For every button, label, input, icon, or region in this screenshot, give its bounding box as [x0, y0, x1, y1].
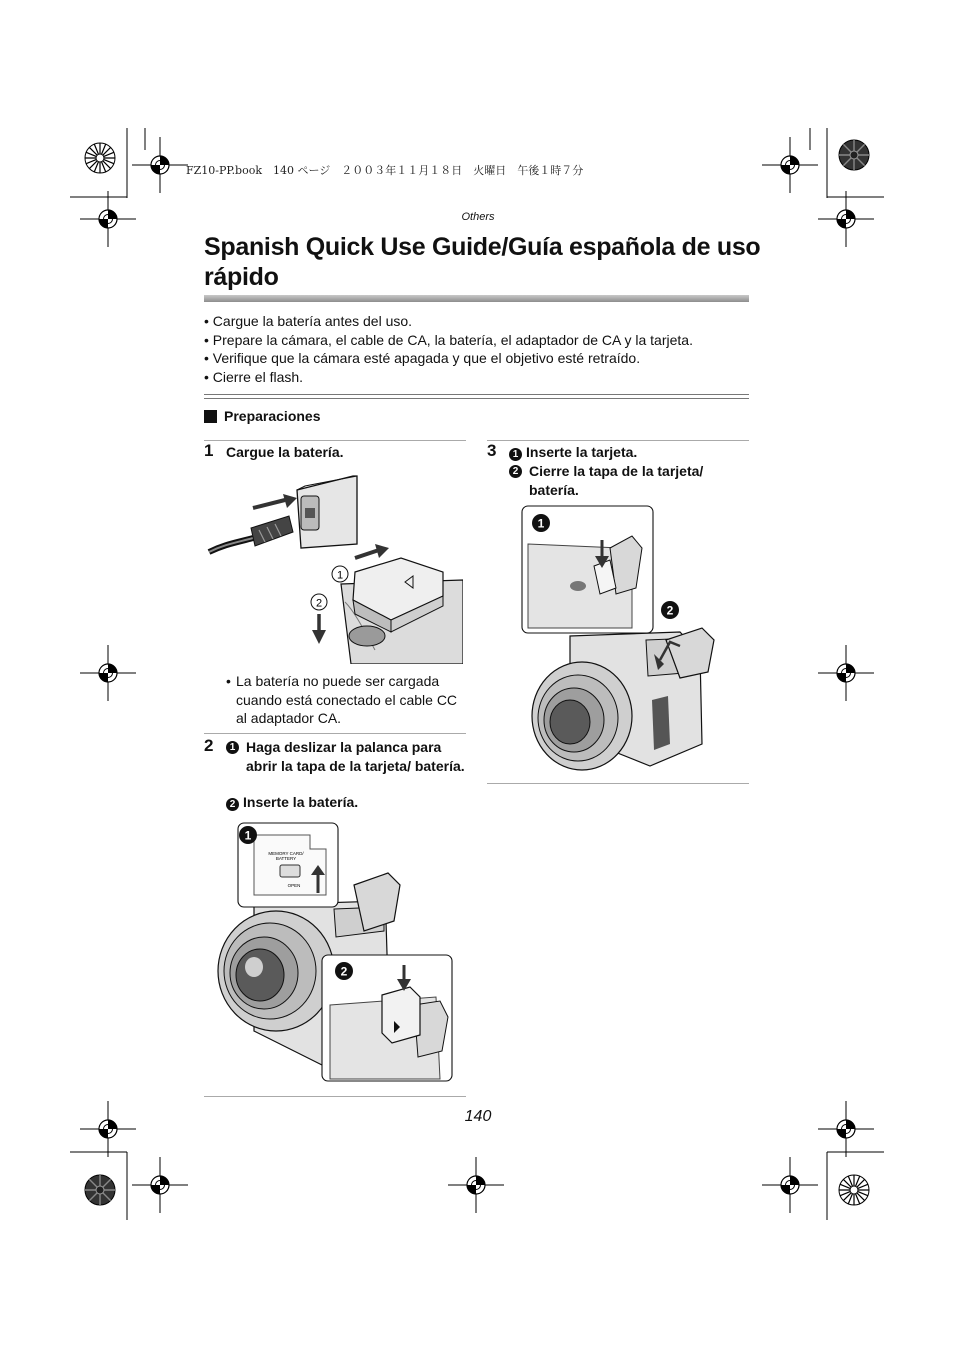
step-2-item-2 — [226, 793, 466, 812]
battery-insertion-illustration — [214, 821, 456, 1085]
step-3-item-1-text: Inserte la tarjeta. — [526, 444, 638, 460]
open-label: OPEN — [287, 883, 301, 888]
note-bullet: • — [226, 673, 231, 689]
number-2-icon: 2 — [509, 465, 522, 478]
intro-bullet: • Verifique que la cámara esté apagada y que el objetivo esté retraído. — [204, 349, 754, 368]
step-2-item-1 — [226, 738, 466, 775]
step-3-item-1 — [509, 443, 637, 462]
divider — [487, 440, 749, 441]
card-insertion-illustration — [520, 504, 716, 776]
battery-note — [226, 672, 461, 728]
figure-marker-2: 2 — [340, 964, 348, 979]
divider — [487, 783, 749, 784]
divider — [204, 440, 466, 441]
figure-marker-2: 2 — [666, 603, 674, 618]
battery-charging-illustration — [205, 472, 463, 664]
step-2-item-2-text: Inserte la batería. — [243, 794, 359, 810]
step-3-item-2-text: Cierre la tapa de la tarjeta/ batería. — [529, 463, 704, 498]
divider — [204, 733, 466, 734]
page-title: Spanish Quick Use Guide/Guía española de uso rápido — [204, 233, 761, 291]
section-label: Others — [461, 211, 495, 223]
step-3-item-2 — [509, 462, 734, 499]
svg-text:BATTERY: BATTERY — [275, 856, 297, 861]
print-header: FZ10-PP.book 140 ページ ２００３年１１月１８日 火曜日 午後１時７分 — [186, 164, 584, 177]
preparaciones-label: Preparaciones — [224, 408, 321, 424]
figure-marker-1: 1 — [244, 828, 252, 843]
step-1-number: 1 — [204, 441, 214, 460]
figure-marker-1: 1 — [537, 516, 545, 531]
step-2-item-1-text: Haga deslizar la palanca para abrir la tapa de la tarjeta/ batería. — [246, 739, 465, 774]
intro-bullet: • Cargue la batería antes del uso. — [204, 312, 754, 331]
door-label: MEMORY CARD/ — [268, 851, 304, 856]
number-2-icon: 2 — [226, 798, 239, 811]
intro-bullet: • Cierre el flash. — [204, 368, 754, 387]
preparaciones-heading — [204, 408, 321, 424]
divider — [204, 394, 749, 399]
figure-marker-1: 1 — [336, 569, 344, 582]
step-2-number: 2 — [204, 736, 214, 755]
number-1-icon: 1 — [226, 741, 239, 754]
step-1-text: Cargue la batería. — [226, 444, 344, 460]
title-underline-bar — [204, 295, 749, 302]
square-bullet-icon — [204, 410, 217, 423]
step-3-number: 3 — [487, 441, 497, 460]
intro-bullet: • Prepare la cámara, el cable de CA, la batería, el adaptador de CA y la tarjeta. — [204, 331, 754, 350]
figure-marker-2: 2 — [315, 597, 323, 610]
number-1-icon: 1 — [509, 448, 522, 461]
page-number: 140 — [464, 1108, 492, 1125]
note-text: La batería no puede ser cargada cuando está conectado el cable CC al adaptador CA. — [236, 673, 458, 726]
intro-bullet-list — [204, 312, 754, 386]
divider — [204, 1096, 466, 1097]
